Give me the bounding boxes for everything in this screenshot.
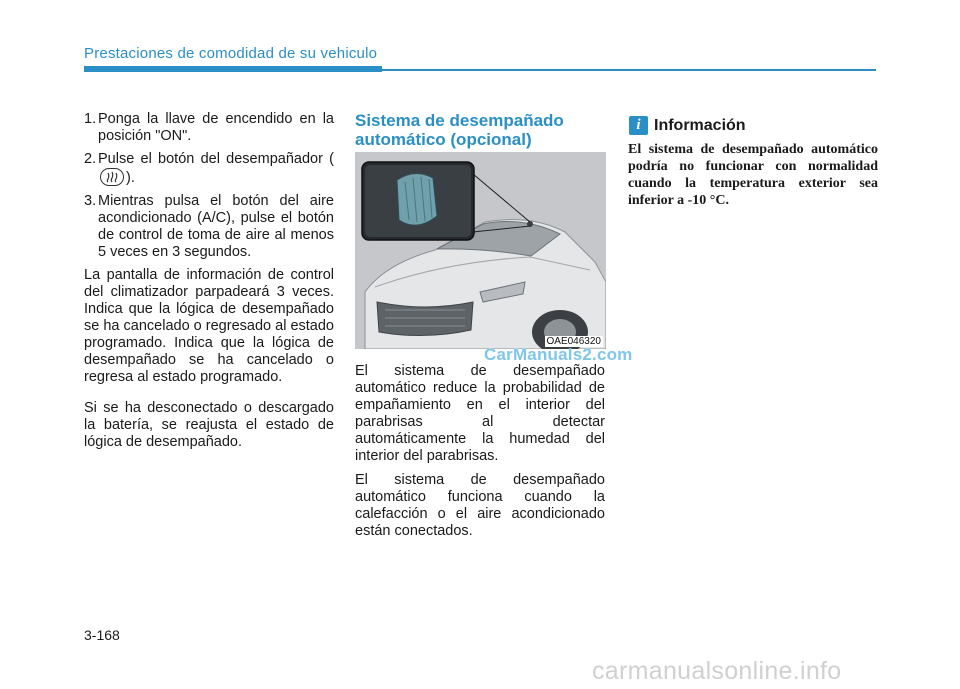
step-text: Ponga la llave de encendido en la posición "ON". [98,111,334,144]
step-number: 3. [84,193,97,209]
step-list [84,111,334,261]
watermark-carmanuals2: CarManuals2.com [484,345,633,364]
info-title: Información [654,117,746,134]
defrost-button-icon [100,168,124,186]
header-section-title: Prestaciones de comodidad de su vehiculo [84,45,378,62]
list-item [84,111,334,145]
step-text-after: ). [126,170,135,186]
info-text: El sistema de desempañado automático podría no funcionar con normalidad cuando la temperatura exterior sea inferior a -10 °C. [628,142,878,208]
step-text: Mientras pulsa el botón del aire acondicionado (A/C), pulse el botón de control de toma de aire al menos 5 veces en 3 segundos. [98,193,334,260]
paragraph: El sistema de desempañado automático reduce la probabilidad de empañamiento en el interior del parabrisas al detectar automáticamente la humedad del interior del parabrisas. [355,363,605,464]
step-number: 1. [84,111,97,127]
step-text-before: Pulse el botón del desempañador ( [98,151,334,167]
step-number: 2. [84,151,97,167]
paragraph: El sistema de desempañado automático funciona cuando la calefacción o el aire acondicionado están conectados. [355,472,605,539]
page-number: 3-168 [84,627,120,643]
section-title: Sistema de desempañado automático (opcional) [355,111,564,149]
watermark-carmanualsonline: carmanualsonline.info [592,657,842,685]
left-column [84,111,334,458]
list-item [84,193,334,261]
figure-code: OAE046320 [546,336,601,347]
middle-column-text [355,363,605,547]
car-figure [355,152,606,349]
header-bar-thin [382,69,876,71]
step-text [98,151,334,187]
paragraph: Si se ha desconectado o descargado la batería, se reajusta el estado de lógica de desempañado. [84,400,334,450]
header-bar-thick [84,66,382,72]
info-icon: i [629,116,648,135]
list-item [84,151,334,187]
paragraph: La pantalla de información de control del climatizador parpadeará 3 veces. Indica que la lógica de desempañado se ha cancelado o regresado al estado programado. Indica que la lógica de desempañado se ha cancelado o regresa al estado programado. [84,267,334,385]
car-illustration [355,152,606,349]
